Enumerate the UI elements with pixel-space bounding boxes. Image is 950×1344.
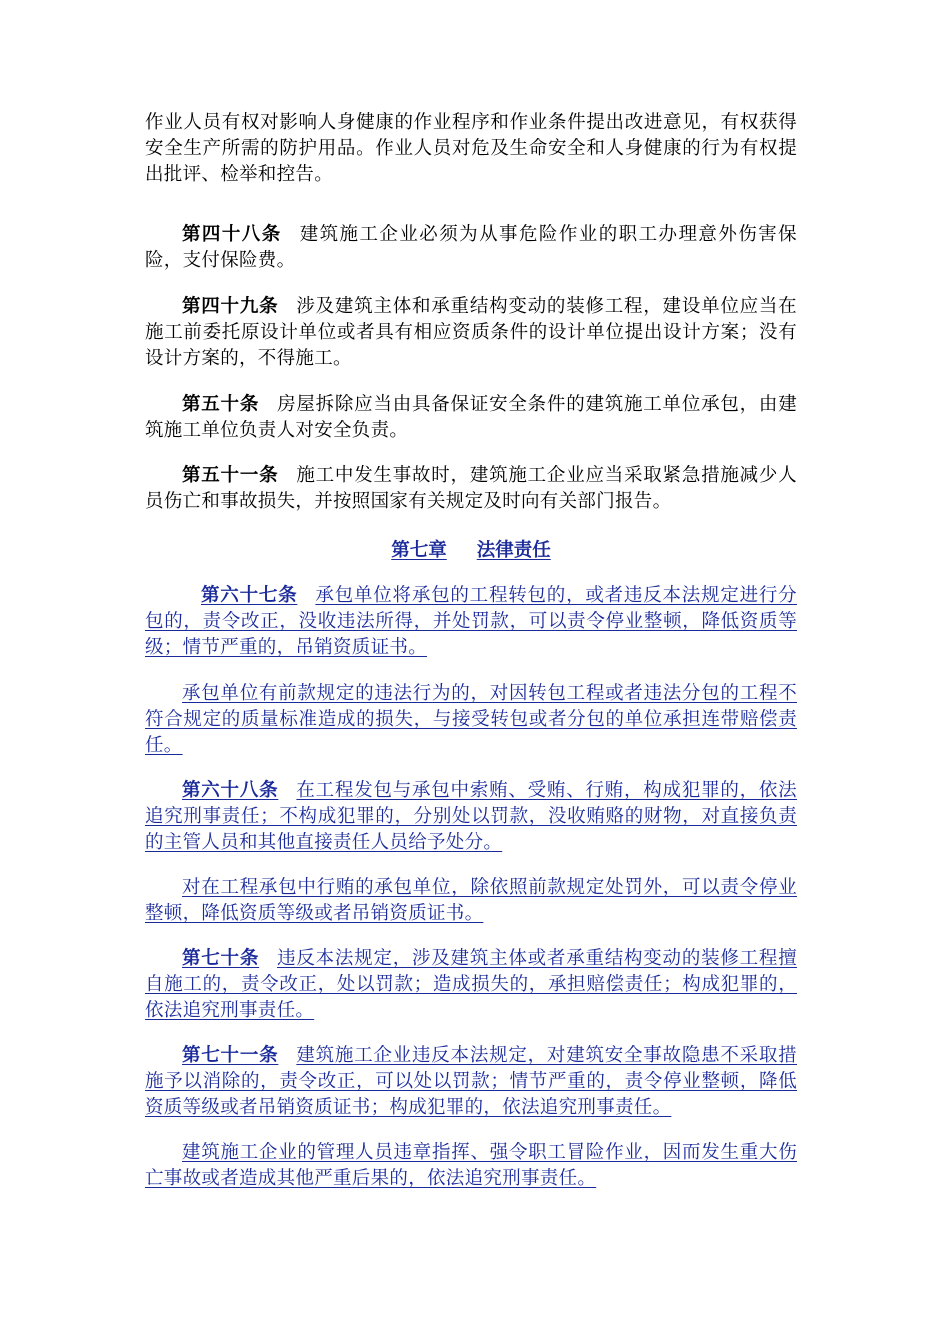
paragraph-text: 建筑施工企业的管理人员违章指挥、强令职工冒险作业，因而发生重大伤亡事故或者造成其他严重后果的，依法追究刑事责任。 <box>145 1142 797 1189</box>
article-heading: 第六十七条 <box>201 585 298 606</box>
article-48 <box>145 222 797 274</box>
paragraph-text: 建筑施工企业违反本法规定，对建筑安全事故隐患不采取措施予以消除的，责令改正，可以处以罚款；情节严重的，责令停业整顿，降低资质等级或者吊销资质证书；构成犯罪的，依法追究刑事责任。 <box>145 1045 797 1118</box>
article-continuation <box>145 110 797 188</box>
article-71-clause-2[interactable] <box>145 1140 797 1192</box>
article-70[interactable] <box>145 946 797 1024</box>
paragraph-text: 建筑施工企业必须为从事危险作业的职工办理意外伤害保险，支付保险费。 <box>145 224 797 271</box>
paragraph-text: 违反本法规定，涉及建筑主体或者承重结构变动的装修工程擅自施工的，责令改正，处以罚款；造成损失的，承担赔偿责任；构成犯罪的，依法追究刑事责任。 <box>145 948 797 1021</box>
paragraph-text: 在工程发包与承包中索贿、受贿、行贿，构成犯罪的，依法追究刑事责任；不构成犯罪的，分别处以罚款，没收贿赂的财物，对直接负责的主管人员和其他直接责任人员给予处分。 <box>145 780 797 853</box>
article-68-clause-2[interactable] <box>145 875 797 927</box>
article-50 <box>145 392 797 444</box>
paragraph-text: 对在工程承包中行贿的承包单位，除依照前款规定处罚外，可以责令停业整顿，降低资质等级或者吊销资质证书。 <box>145 877 797 924</box>
article-heading: 第四十九条 <box>182 296 279 317</box>
article-51 <box>145 463 797 515</box>
article-heading: 第五十条 <box>182 394 260 415</box>
article-heading: 第七十条 <box>182 948 260 969</box>
paragraph-text: 承包单位将承包的工程转包的，或者违反本法规定进行分包的，责令改正，没收违法所得，并处罚款，可以责令停业整顿，降低资质等级；情节严重的，吊销资质证书。 <box>145 585 797 658</box>
article-67[interactable] <box>145 583 797 661</box>
chapter-number[interactable]: 第七章 <box>391 540 447 561</box>
article-68[interactable] <box>145 778 797 856</box>
paragraph-text: 涉及建筑主体和承重结构变动的装修工程，建设单位应当在施工前委托原设计单位或者具有相应资质条件的设计单位提出设计方案；没有设计方案的，不得施工。 <box>145 296 797 369</box>
chapter-title[interactable]: 法律责任 <box>476 540 551 561</box>
chapter-heading[interactable] <box>145 538 797 564</box>
article-heading: 第四十八条 <box>182 224 282 245</box>
paragraph-text: 施工中发生事故时，建筑施工企业应当采取紧急措施减少人员伤亡和事故损失，并按照国家有关规定及时向有关部门报告。 <box>145 465 797 512</box>
paragraph-text: 承包单位有前款规定的违法行为的，对因转包工程或者违法分包的工程不符合规定的质量标准造成的损失，与接受转包或者分包的单位承担连带赔偿责任。 <box>145 683 797 756</box>
article-heading: 第五十一条 <box>182 465 279 486</box>
article-71[interactable] <box>145 1043 797 1121</box>
paragraph-text: 房屋拆除应当由具备保证安全条件的建筑施工单位承包，由建筑施工单位负责人对安全负责。 <box>145 394 797 441</box>
article-67-clause-2[interactable] <box>145 681 797 759</box>
article-49 <box>145 294 797 372</box>
article-heading: 第六十八条 <box>182 780 279 801</box>
article-heading: 第七十一条 <box>182 1045 279 1066</box>
paragraph-text: 作业人员有权对影响人身健康的作业程序和作业条件提出改进意见，有权获得安全生产所需的防护用品。作业人员对危及生命安全和人身健康的行为有权提出批评、检举和控告。 <box>145 112 797 185</box>
